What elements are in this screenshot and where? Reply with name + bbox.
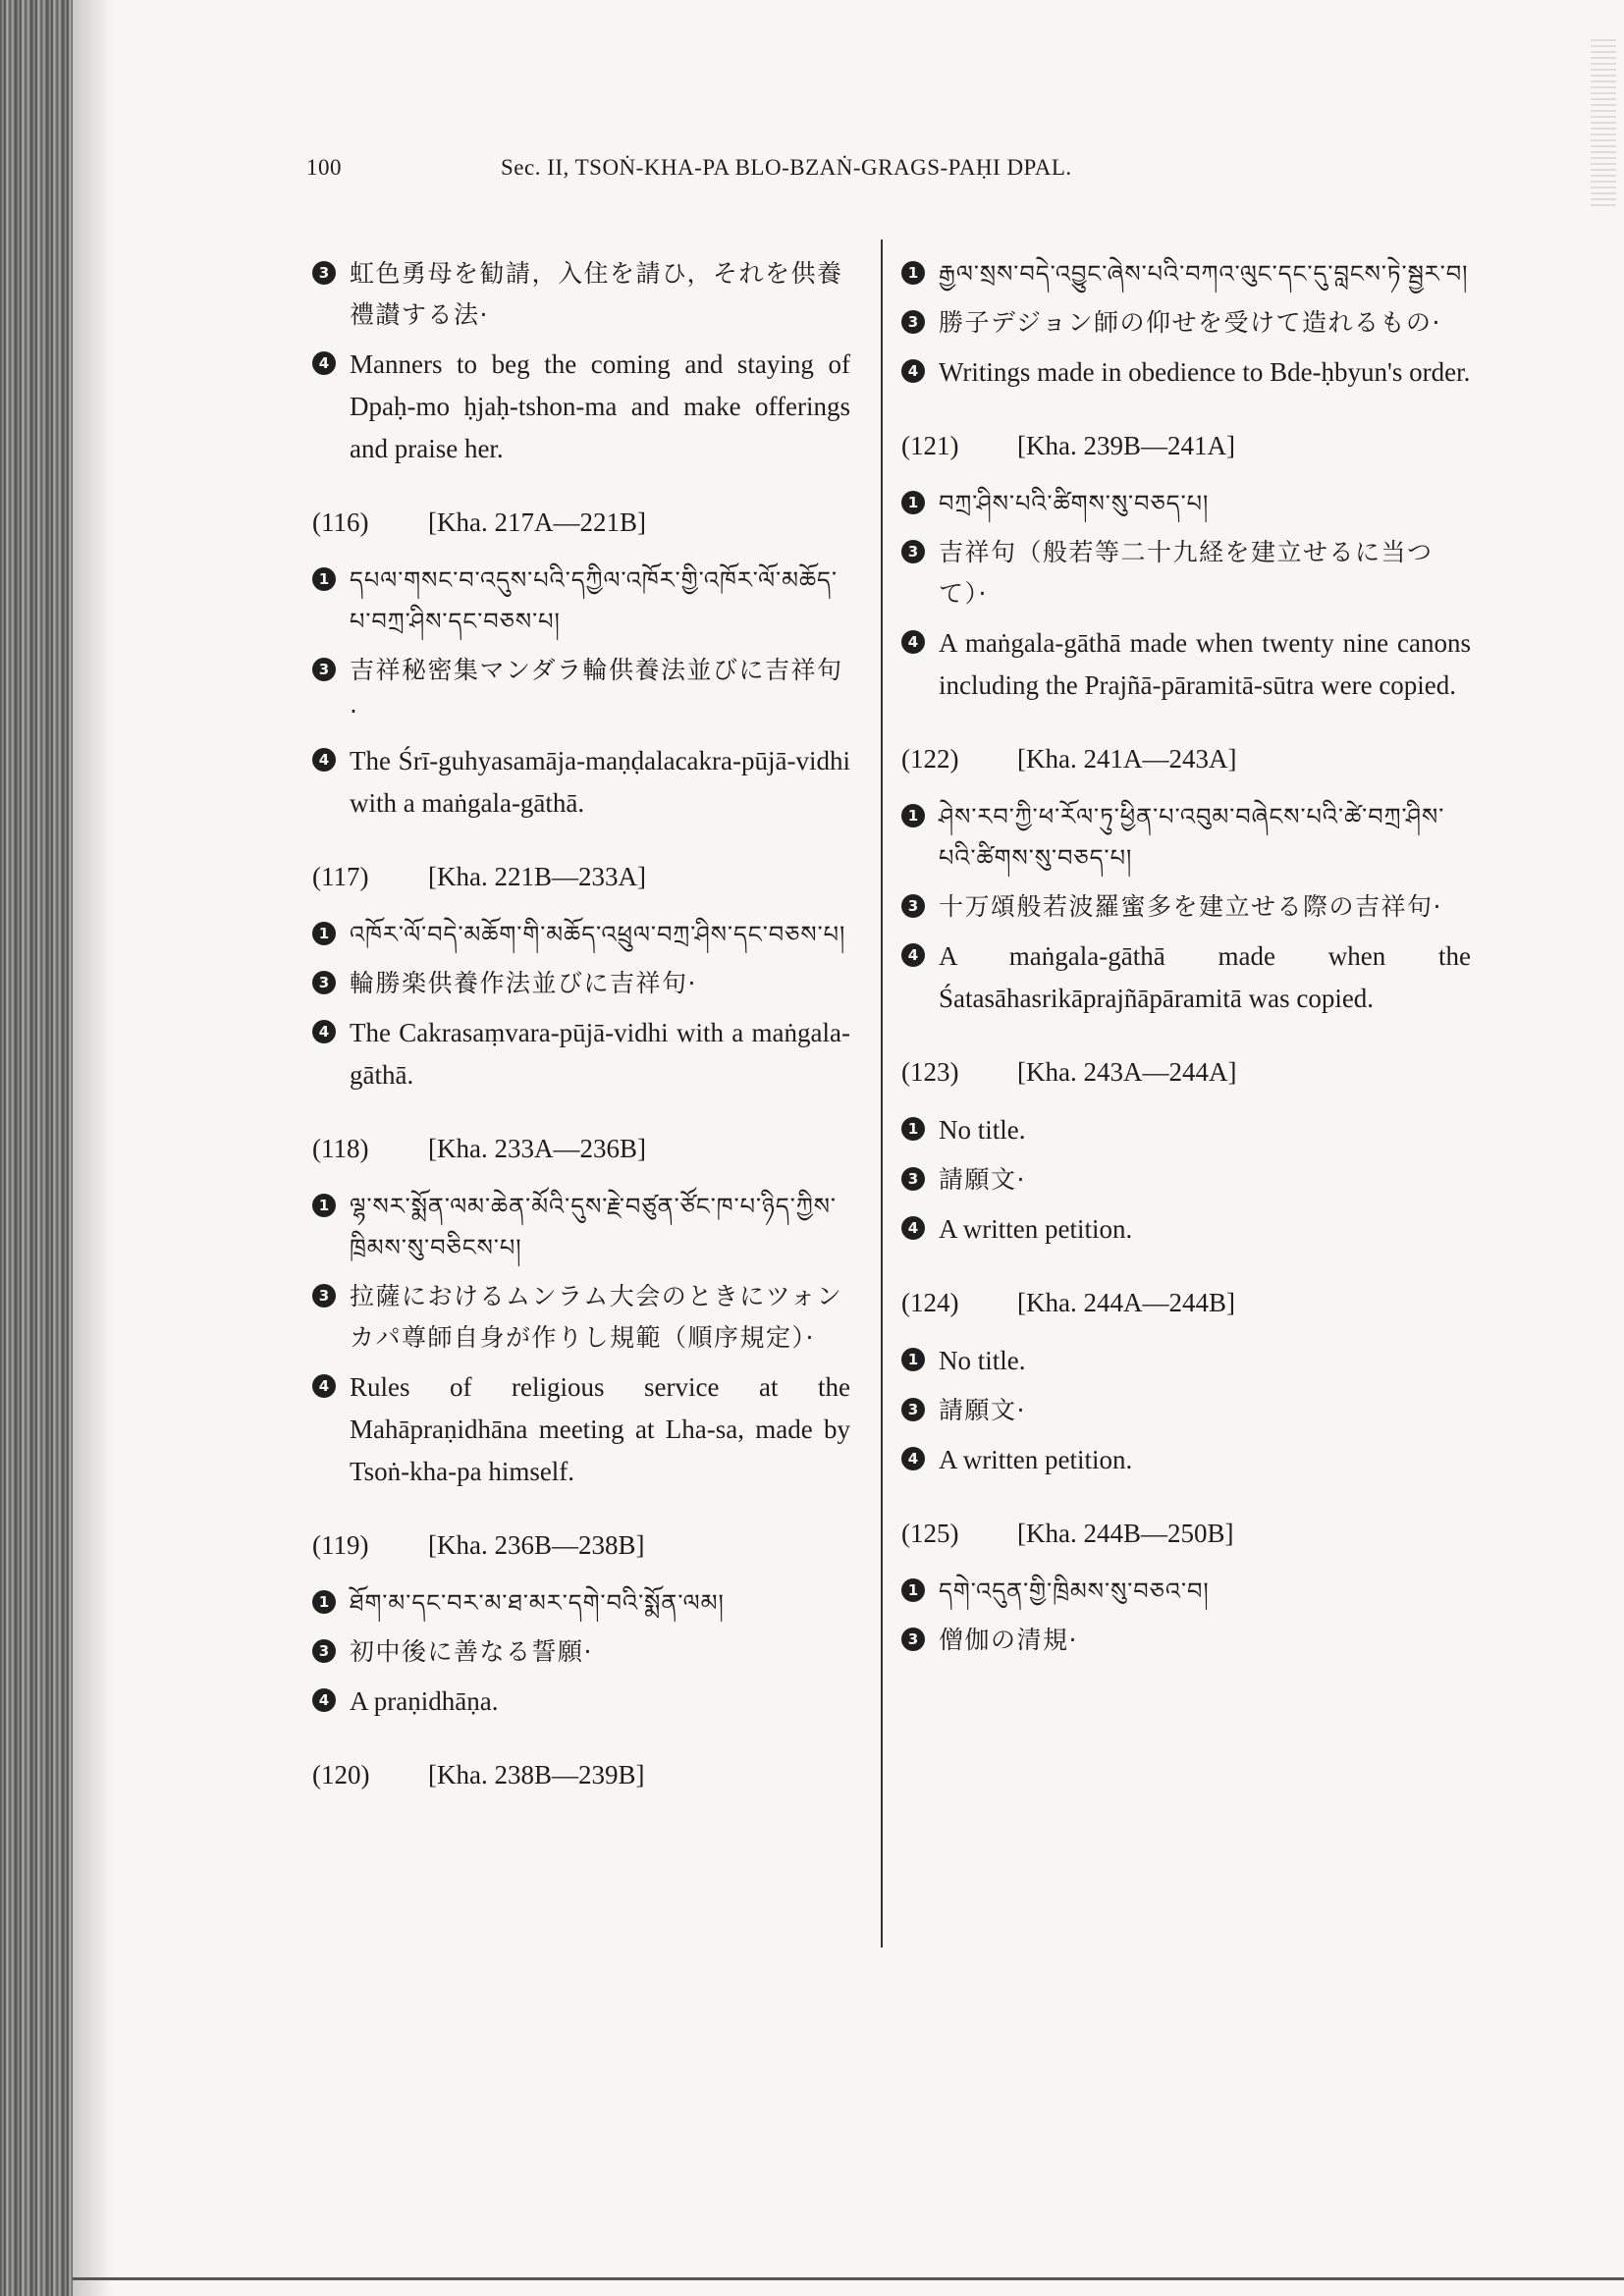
marker-3-icon: 3	[312, 971, 336, 994]
entry-reference: [Kha. 217A—221B]	[428, 507, 646, 537]
marker-3-icon: 3	[312, 1639, 336, 1663]
marker-3-icon: 3	[901, 540, 925, 563]
english-title: The Cakrasaṃvara-pūjā-vidhi with a maṅgala-gāthā.	[350, 1018, 850, 1090]
marker-1-icon: 1	[901, 1578, 925, 1602]
tibetan-title: ཤེས་རབ་ཀྱི་ཕ་རོལ་ཏུ་ཕྱིན་པ་འབུམ་བཞེངས་པའི་ཚེ་བཀྲ་ཤིས་པའི་ཚིགས་སུ་བཅད་པ།	[939, 803, 1445, 872]
entry-number: (121)	[901, 431, 959, 460]
japanese-title: 初中後に善なる誓願·	[350, 1637, 593, 1666]
entry-number: (117)	[312, 862, 369, 891]
english-title: Rules of religious service at the Mahāpraṇidhāna meeting at Lha-sa, made by Tsoṅ-kha-pa himself.	[350, 1372, 850, 1486]
marker-3-icon: 3	[901, 1167, 925, 1191]
marker-4-icon: 4	[312, 1688, 336, 1712]
marker-1-icon: 1	[312, 567, 336, 591]
entry-number: (123)	[901, 1057, 959, 1087]
entry-number: (122)	[901, 744, 959, 774]
marker-4-icon: 4	[312, 351, 336, 375]
entry-reference: [Kha. 244A—244B]	[1017, 1288, 1235, 1317]
scan-bottom-edge	[73, 2277, 1624, 2280]
tibetan-title: ལྷ་སར་སྨོན་ལམ་ཆེན་མོའི་དུས་རྗེ་བཙུན་ཙོང་ཁ་པ་ཉིད་ཀྱིས་ཁྲིམས་སུ་བཅིངས་པ།	[350, 1193, 837, 1261]
japanese-title: 勝子デジョン師の仰せを受けて造れるもの·	[939, 308, 1441, 337]
entry-reference: [Kha. 243A—244A]	[1017, 1057, 1237, 1087]
marker-3-icon: 3	[901, 894, 925, 918]
marker-4-icon: 4	[901, 1447, 925, 1470]
entry-number: (118)	[312, 1134, 369, 1163]
english-title: Manners to beg the coming and staying of Dpaḥ-mo ḥjaḥ-tshon-ma and make offerings and praise her.	[350, 349, 850, 463]
tibetan-title: འཁོར་ལོ་བདེ་མཆོག་གི་མཆོད་འཕྲུལ་བཀྲ་ཤིས་དང་བཅས་པ།	[350, 921, 846, 948]
entry-120	[312, 1760, 850, 1790]
japanese-title: 吉祥句（般若等二十九経を建立せるに当つて）·	[939, 538, 1434, 608]
binding-shadow	[0, 0, 73, 2296]
marker-3-icon: 3	[312, 658, 336, 681]
entry-120-continued	[901, 253, 1471, 394]
marker-1-icon: 1	[312, 1590, 336, 1614]
entry-reference: [Kha. 239B—241A]	[1017, 431, 1235, 460]
marker-4-icon: 4	[312, 1374, 336, 1398]
entry-123	[901, 1057, 1471, 1251]
entry-reference: [Kha. 241A—243A]	[1017, 744, 1237, 774]
marker-4-icon: 4	[901, 943, 925, 967]
entry-reference: [Kha. 221B—233A]	[428, 862, 646, 891]
marker-1-icon: 1	[901, 804, 925, 828]
english-title: A maṅgala-gāthā made when twenty nine canons including the Prajñā-pāramitā-sūtra were copied.	[939, 628, 1471, 700]
entry-125	[901, 1519, 1471, 1661]
marker-3-icon: 3	[901, 1398, 925, 1421]
japanese-title: 僧伽の清規·	[939, 1626, 1078, 1654]
entry-115-continued	[312, 253, 850, 470]
marker-4-icon: 4	[901, 630, 925, 654]
marker-4-icon: 4	[312, 1020, 336, 1043]
japanese-title: 虹色勇母を勧請，入住を請ひ，それを供養禮讃する法·	[350, 259, 843, 329]
right-column	[901, 253, 1471, 1698]
tibetan-title: རྒྱལ་སྲས་བདེ་འབྱུང་ཞེས་པའི་བཀའ་ལུང་དང་དུ་བླངས་ཏེ་སྦྱར་བ།	[939, 260, 1469, 288]
japanese-title: 十万頌般若波羅蜜多を建立せる際の吉祥句·	[939, 892, 1442, 921]
entry-119	[312, 1530, 850, 1723]
marker-3-icon: 3	[312, 261, 336, 285]
no-title-note: No title.	[939, 1346, 1026, 1375]
marker-1-icon: 1	[901, 491, 925, 514]
marker-3-icon: 3	[901, 1628, 925, 1651]
entry-reference: [Kha. 238B—239B]	[428, 1760, 645, 1789]
japanese-title: 請願文·	[939, 1396, 1026, 1424]
marker-1-icon: 1	[312, 1194, 336, 1217]
entry-118	[312, 1134, 850, 1493]
english-title: A written petition.	[939, 1445, 1133, 1474]
marker-1-icon: 1	[312, 922, 336, 945]
japanese-title: 吉祥秘密集マンダラ輪供養法並びに吉祥句·	[350, 656, 843, 725]
entry-122	[901, 744, 1471, 1020]
marker-4-icon: 4	[901, 359, 925, 383]
entry-number: (120)	[312, 1760, 370, 1789]
entry-number: (124)	[901, 1288, 959, 1317]
english-title: Writings made in obedience to Bde-ḥbyun's order.	[939, 357, 1471, 387]
marker-3-icon: 3	[901, 310, 925, 334]
entry-117	[312, 862, 850, 1096]
entry-reference: [Kha. 244B—250B]	[1017, 1519, 1234, 1548]
marker-1-icon: 1	[901, 1348, 925, 1371]
tibetan-title: ཐོག་མ་དང་བར་མ་ཐ་མར་དགེ་བའི་སྨོན་ལམ།	[350, 1589, 725, 1617]
entry-116	[312, 507, 850, 825]
entry-number: (119)	[312, 1530, 369, 1560]
entry-121	[901, 431, 1471, 707]
english-title: A praṇidhāṇa.	[350, 1686, 499, 1716]
no-title-note: No title.	[939, 1115, 1026, 1145]
tibetan-title: དགེ་འདུན་གྱི་ཁྲིམས་སུ་བཅའ་བ།	[939, 1577, 1210, 1605]
entry-124	[901, 1288, 1471, 1481]
entry-number: (125)	[901, 1519, 959, 1548]
marker-1-icon: 1	[901, 261, 925, 285]
page-number: 100	[306, 155, 342, 180]
marker-3-icon: 3	[312, 1284, 336, 1308]
column-divider	[881, 240, 883, 1948]
japanese-title: 拉薩におけるムンラム大会のときにツォンカパ尊師自身が作りし規範（順序規定）·	[350, 1282, 843, 1352]
english-title: The Śrī-guhyasamāja-maṇḍalacakra-pūjā-vidhi with a maṅgala-gāthā.	[350, 746, 850, 818]
marker-4-icon: 4	[901, 1216, 925, 1240]
marker-1-icon: 1	[901, 1117, 925, 1141]
english-title: A written petition.	[939, 1214, 1133, 1244]
entry-reference: [Kha. 233A—236B]	[428, 1134, 646, 1163]
running-title: Sec. II, TSOṄ-KHA-PA BLO-BZAṄ-GRAGS-PAḤI DPAL.	[501, 155, 1072, 180]
scan-speckle	[1591, 39, 1616, 206]
binding-fade	[73, 0, 112, 2296]
japanese-title: 輪勝楽供養作法並びに吉祥句·	[350, 969, 697, 997]
tibetan-title: དཔལ་གསང་བ་འདུས་པའི་དཀྱིལ་འཁོར་གྱི་འཁོར་ལོ་མཆོད་པ་བཀྲ་ཤིས་དང་བཅས་པ།	[350, 566, 838, 635]
entry-reference: [Kha. 236B—238B]	[428, 1530, 645, 1560]
tibetan-title: བཀྲ་ཤིས་པའི་ཚིགས་སུ་བཅད་པ།	[939, 490, 1210, 517]
marker-4-icon: 4	[312, 748, 336, 772]
english-title: A maṅgala-gāthā made when the Śatasāhasrikāprajñāpāramitā was copied.	[939, 941, 1471, 1013]
japanese-title: 請願文·	[939, 1165, 1026, 1194]
entry-number: (116)	[312, 507, 369, 537]
left-column	[312, 253, 850, 1828]
